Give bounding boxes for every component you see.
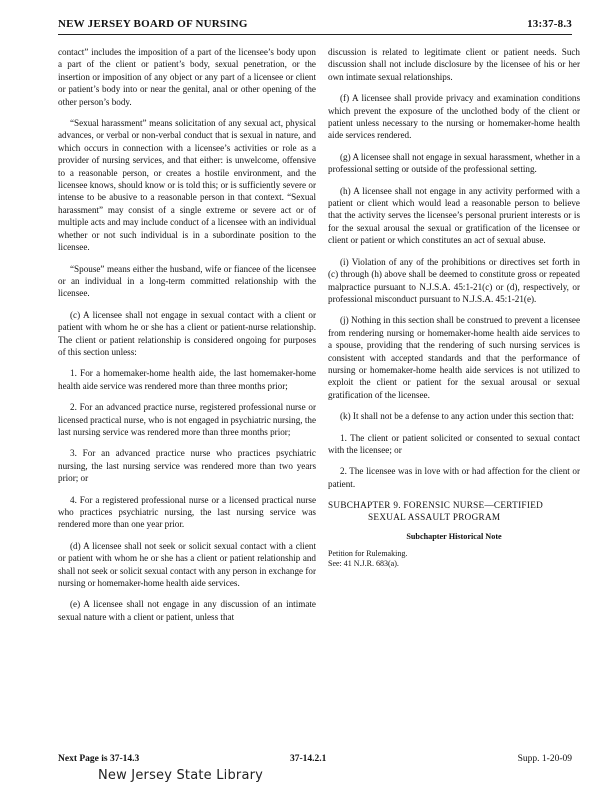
paragraph: (h) A licensee shall not engage in any activity performed with a patient or client which would lead a reasonable person to believe that the activity serves the licensee’s personal prurient interests or is for the sexual arousal the sexual or gratification of the licensee or client or patient or which constitutes an act of sexual abuse. xyxy=(328,185,580,246)
left-column xyxy=(58,46,316,632)
subchapter-title-line1: SUBCHAPTER 9. FORENSIC NURSE—CERTIFIED xyxy=(328,500,544,511)
historical-note-line: See: 41 N.J.R. 683(a). xyxy=(328,558,399,568)
header-rule xyxy=(58,34,572,35)
list-item: 1. The client or patient solicited or consented to sexual contact with the licensee; or xyxy=(328,432,580,455)
paragraph: contact” includes the imposition of a part of the licensee’s body upon a part of the client or patient’s body, sexual penetration, or the insertion or imposition of any object or any part of a licensee or client or patient’s body into or near the genital, anal or other opening of the other person’s body. xyxy=(58,47,316,107)
right-column xyxy=(328,46,580,569)
paragraph: (k) It shall not be a defense to any action under this section that: xyxy=(340,411,574,422)
next-page-note: Next Page is 37-14.3 xyxy=(58,754,140,764)
paragraph: (j) Nothing in this section shall be construed to prevent a licensee from rendering nursing or homemaker-home health aide services to a spouse, providing that the rendering of such nursing services is consistent with accepted standards and that the performance of nursing or homemaker-home health aide services is not utilized to exploit the client or patient for the sexual arousal or sexual gratification of the licensee. xyxy=(328,315,580,400)
historical-note-heading: Subchapter Historical Note xyxy=(406,532,502,542)
paragraph: “Sexual harassment” means solicitation of any sexual act, physical advances, or verbal or non-verbal conduct that is sexual in nature, and which occurs in connection with a licensee’s activities or role as a provider of nursing services, and that either: is unwelcome, offensive to a reasonable person, or creates a hostile environment, and the licensee knows, should know or is told this; or is sufficiently severe or intense to be abusive to a reasonable person in that context. “Sexual harassment” may consist of a single extreme or severe act or of multiple acts and may include conduct of a licensee with an individual whether or not such individual is in a subordinate position to the licensee. xyxy=(58,118,316,253)
paragraph: (d) A licensee shall not seek or solicit sexual contact with a client or patient with whom he or she has a client or patient relationship and shall not seek or solicit sexual contact with any person in exchange for nursing or homemaker-home health aide services. xyxy=(58,540,316,589)
list-item: 1. For a homemaker-home health aide, the last homemaker-home health aide service was rendered more than three months prior; xyxy=(58,368,316,391)
running-head-section: 13:37-8.3 xyxy=(527,18,572,30)
library-stamp: New Jersey State Library xyxy=(98,768,264,783)
paragraph: discussion is related to legitimate client or patient needs. Such discussion shall not include disclosure by the licensee of his or her own intimate sexual relationships. xyxy=(328,47,580,82)
supplement-date: Supp. 1-20-09 xyxy=(517,754,572,764)
page-number: 37-14.2.1 xyxy=(290,754,327,764)
paragraph: (e) A licensee shall not engage in any discussion of an intimate sexual nature with a client or patient, unless that xyxy=(58,599,316,622)
paragraph: (f) A licensee shall provide privacy and examination conditions which prevent the exposure of the unclothed body of the client or patient unless necessary to the nursing or homemaker-home health aide services rendered. xyxy=(328,93,580,141)
subchapter-title-line2: SEXUAL ASSAULT PROGRAM xyxy=(368,512,501,523)
subchapter-heading xyxy=(328,499,580,523)
historical-note-line: Petition for Rulemaking. xyxy=(328,548,408,558)
paragraph: “Spouse” means either the husband, wife or fiancee of the licensee or an individual in a long-term committed relationship with the licensee. xyxy=(58,263,316,299)
list-item: 3. For an advanced practice nurse who practices psychiatric nursing, the last nursing service was rendered more than two years prior; or xyxy=(58,448,316,484)
list-item: 4. For a registered professional nurse or a licensed practical nurse who practices psychiatric nursing, the last nursing service was rendered more than one year prior. xyxy=(58,494,316,530)
running-head-title: NEW JERSEY BOARD OF NURSING xyxy=(58,18,248,30)
paragraph: (g) A licensee shall not engage in sexual harassment, whether in a professional setting or outside of the professional setting. xyxy=(328,151,580,175)
paragraph: (c) A licensee shall not engage in sexual contact with a client or patient with whom he or she has a client or patient-nurse relationship. The client or patient relationship is considered ongoing for purposes of this section unless: xyxy=(58,309,316,357)
paragraph: (i) Violation of any of the prohibitions or directives set forth in (c) through (h) above shall be deemed to constitute gross or repeated malpractice pursuant to N.J.S.A. 45:1-21(c) or (d), respectively, or professional misconduct pursuant to N.J.S.A. 45:1-21(e). xyxy=(328,256,580,304)
list-item: 2. The licensee was in love with or had affection for the client or patient. xyxy=(328,466,580,489)
list-item: 2. For an advanced practice nurse, registered professional nurse or licensed practical nurse, who is not engaged in psychiatric nursing, the last nursing service was rendered more than three months prior; xyxy=(58,402,316,437)
